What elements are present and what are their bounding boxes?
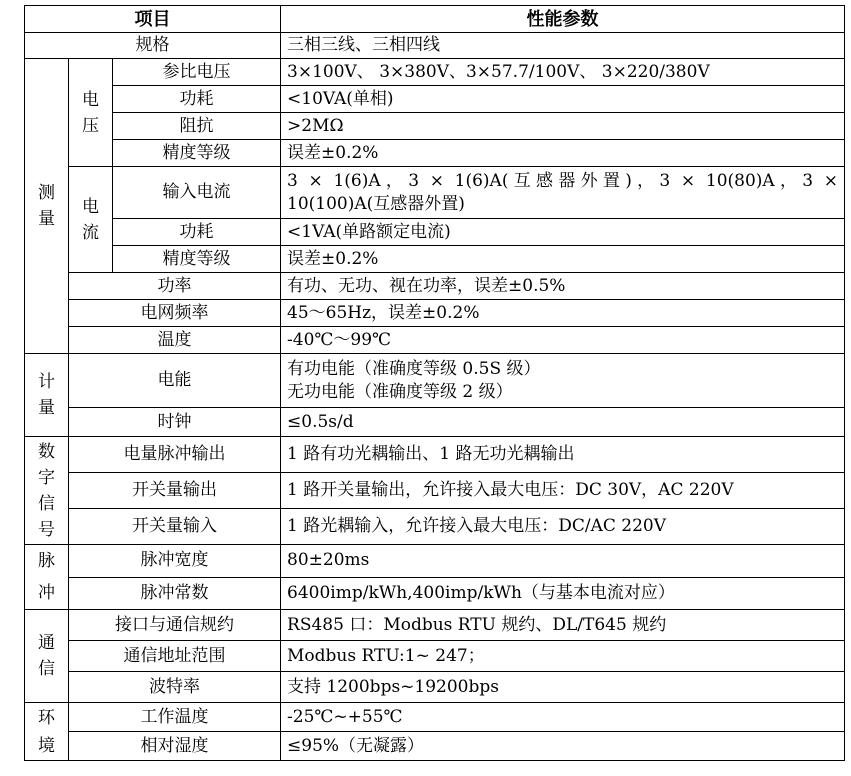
row-value: ≤0.5s/d: [281, 408, 845, 437]
row-label: 功耗: [113, 86, 281, 113]
row-value: [281, 354, 845, 408]
group-label: 电 流: [82, 196, 99, 243]
row-value: 3×100V、 3×380V、3×57.7/100V、 3×220/380V: [281, 59, 845, 86]
row-label: 通信地址范围: [69, 641, 281, 672]
table-row: [25, 219, 845, 246]
table-row: [25, 509, 845, 545]
row-label: 输入电流: [113, 167, 281, 219]
row-value: 有功、无功、视在功率，误差±0.5%: [281, 273, 845, 300]
table-row: [25, 473, 845, 509]
table-row: [25, 703, 845, 732]
table-row: [25, 354, 845, 408]
group-label: 计 量: [38, 372, 55, 418]
table-row: [25, 33, 845, 59]
row-label: 功耗: [113, 219, 281, 246]
row-label: 相对湿度: [69, 732, 281, 761]
row-label: 电量脉冲输出: [69, 437, 281, 473]
row-label: 脉冲宽度: [69, 545, 281, 578]
group-label: 通 信: [38, 633, 55, 679]
table-row: [25, 732, 845, 761]
row-value: Modbus RTU:1~ 247；: [281, 641, 845, 672]
table-row: [25, 577, 845, 610]
row-label: 开关量输出: [69, 473, 281, 509]
row-value: -40℃～99℃: [281, 327, 845, 354]
group-current: [69, 167, 113, 273]
table-row: [25, 641, 845, 672]
row-value: >2MΩ: [281, 113, 845, 140]
table-row: [25, 113, 845, 140]
group-label: 脉 冲: [38, 551, 55, 603]
group-label: 环 境: [38, 707, 55, 756]
row-label: 温度: [69, 327, 281, 354]
spec-table: [24, 5, 845, 761]
header-item: 项目: [25, 6, 281, 33]
row-label: 参比电压: [113, 59, 281, 86]
row-label: 功率: [69, 273, 281, 300]
row-label: 阻抗: [113, 113, 281, 140]
row-label: 接口与通信规约: [69, 610, 281, 641]
spec-value: 三相三线、三相四线: [281, 33, 845, 59]
group-comm: [25, 610, 69, 703]
row-value: 1 路有功光耦输出、1 路无功光耦输出: [281, 437, 845, 473]
row-value: 6400imp/kWh,400imp/kWh（与基本电流对应）: [281, 577, 845, 610]
table-row: [25, 140, 845, 167]
table-row: [25, 408, 845, 437]
table-row: [25, 672, 845, 703]
row-label: 精度等级: [113, 246, 281, 273]
row-value: 1 路光耦输入，允许接入最大电压：DC/AC 220V: [281, 509, 845, 545]
group-measure: [25, 59, 69, 354]
row-value: 支持 1200bps~19200bps: [281, 672, 845, 703]
table-row: [25, 545, 845, 578]
table-row: [25, 300, 845, 327]
row-label: 脉冲常数: [69, 577, 281, 610]
row-label: 开关量输入: [69, 509, 281, 545]
row-label: 精度等级: [113, 140, 281, 167]
row-label: 工作温度: [69, 703, 281, 732]
row-value: <1VA(单路额定电流): [281, 219, 845, 246]
energy-line-1: 有功电能（准确度等级 0.5S 级）: [287, 358, 541, 379]
row-value: 1 路开关量输出，允许接入最大电压：DC 30V，AC 220V: [281, 473, 845, 509]
row-value: 80±20ms: [281, 545, 845, 578]
header-row: [25, 6, 845, 33]
spec-label: 规格: [25, 33, 281, 59]
header-params: 性能参数: [281, 6, 845, 33]
table-row: [25, 167, 845, 219]
group-voltage: [69, 59, 113, 167]
table-row: [25, 273, 845, 300]
row-value: 误差±0.2%: [281, 140, 845, 167]
group-env: [25, 703, 69, 761]
group-digital: [25, 437, 69, 545]
table-row: [25, 437, 845, 473]
row-value: 误差±0.2%: [281, 246, 845, 273]
table-row: [25, 610, 845, 641]
row-label: 电能: [69, 354, 281, 408]
row-value: -25℃~+55℃: [281, 703, 845, 732]
group-label: 测 量: [38, 183, 55, 229]
group-label: 数 字 信 号: [38, 441, 55, 540]
group-metering: [25, 354, 69, 437]
table-row: [25, 246, 845, 273]
row-label: 时钟: [69, 408, 281, 437]
row-value: 45～65Hz，误差±0.2%: [281, 300, 845, 327]
group-label: 电 压: [82, 89, 99, 136]
table-row: [25, 59, 845, 86]
group-pulse: [25, 545, 69, 610]
row-value: 3 × 1(6)A，3 × 1(6)A(互感器外置)，3 × 10(80)A，3 × 10(100)A(互感器外置): [281, 167, 845, 219]
energy-line-2: 无功电能（准确度等级 2 级）: [287, 381, 513, 402]
table-row: [25, 327, 845, 354]
row-value: <10VA(单相): [281, 86, 845, 113]
table-row: [25, 86, 845, 113]
row-value: RS485 口：Modbus RTU 规约、DL/T645 规约: [281, 610, 845, 641]
row-label: 波特率: [69, 672, 281, 703]
row-label: 电网频率: [69, 300, 281, 327]
row-value: ≤95%（无凝露）: [281, 732, 845, 761]
